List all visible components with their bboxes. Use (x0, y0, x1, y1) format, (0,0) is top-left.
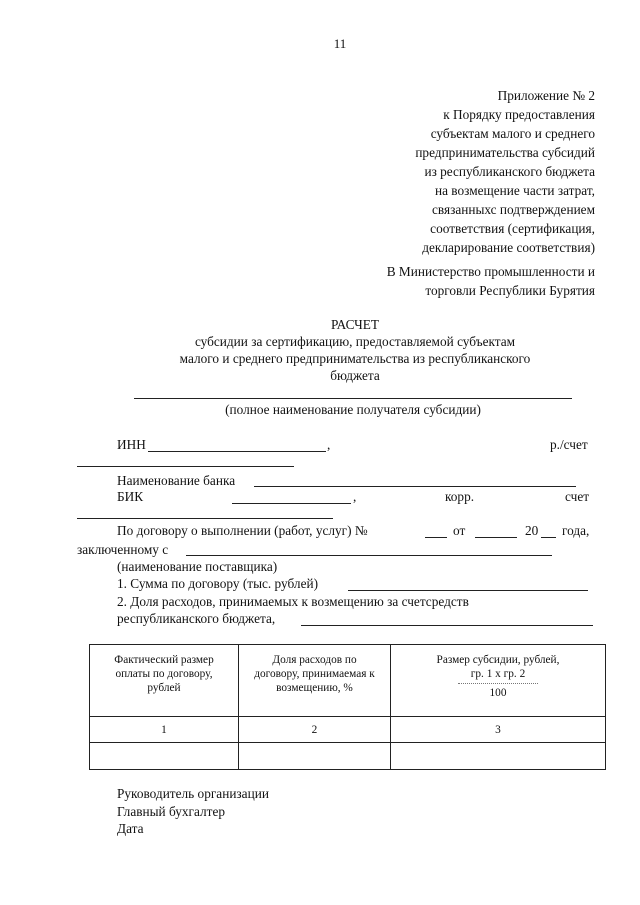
bik-field[interactable] (232, 503, 351, 504)
addressee-line: торговли Республики Бурятия (425, 283, 595, 298)
addressee-line: В Министерство промышленности и (386, 264, 595, 279)
column-number-cell: 3 (391, 717, 606, 743)
appendix-line: субъектам малого и среднего (430, 126, 595, 141)
appendix-line: связанныхс подтверждением (431, 202, 595, 217)
contract-from-label: от (453, 523, 466, 538)
supplier-caption: (наименование поставщика) (117, 559, 278, 574)
subsidy-calculation-table (89, 644, 606, 770)
cost-share-field[interactable] (301, 625, 593, 626)
contract-date-field[interactable] (475, 537, 517, 538)
table-header-cell (391, 645, 606, 717)
appendix-line: предпринимательства субсидий (415, 145, 595, 160)
appendix-line: из республиканского бюджета (424, 164, 595, 179)
contract-intro: По договору о выполнении (работ, услуг) № (117, 523, 368, 538)
title-heading: РАСЧЕТ (330, 317, 380, 332)
fraction-line (458, 683, 538, 684)
fraction-denominator: 100 (489, 687, 507, 699)
header-text: договору, принимаемая к (254, 668, 375, 680)
supplier-field[interactable] (186, 555, 552, 556)
table-cell-empty[interactable] (391, 743, 606, 770)
title-line: субсидии за сертификацию, предоставляемой субъектам (194, 334, 516, 349)
inn-label: ИНН (117, 437, 146, 452)
title-line: бюджета (330, 368, 380, 383)
signature-block (117, 785, 269, 838)
signature-line: Главный бухгалтер (117, 803, 226, 819)
page-number: 11 (333, 36, 347, 51)
inn-comma: , (327, 437, 331, 452)
item-2-label-continued: республиканского бюджета, (117, 611, 276, 626)
corr-account-field[interactable] (77, 518, 333, 519)
contract-year-field[interactable] (541, 537, 556, 538)
contract-year-suffix: года, (562, 523, 590, 538)
addressee-block (295, 262, 595, 300)
account-field[interactable] (77, 466, 294, 467)
appendix-line: соответствия (сертификация, (430, 221, 595, 236)
header-text: Размер субсидии, рублей, (436, 654, 560, 666)
appendix-line: Приложение № 2 (497, 88, 595, 103)
contract-year-prefix: 20 (525, 523, 539, 538)
table-header-row (90, 645, 606, 717)
contract-number-field[interactable] (425, 537, 447, 538)
appendix-line: декларирование соответствия) (422, 240, 595, 255)
contract-sum-field[interactable] (348, 590, 588, 591)
bank-name-field[interactable] (254, 486, 576, 487)
corr-account-label: счет (565, 489, 590, 504)
account-label: р./счет (550, 437, 588, 452)
inn-field[interactable] (148, 451, 326, 452)
bik-comma: , (353, 489, 357, 504)
appendix-line: к Порядку предоставления (443, 107, 595, 122)
header-text: рублей (147, 682, 181, 694)
recipient-name-line[interactable] (134, 398, 572, 399)
header-text: оплаты по договору, (115, 668, 213, 680)
table-cell-empty[interactable] (239, 743, 391, 770)
item-2-label: 2. Доля расходов, принимаемых к возмещению за счетсредств (117, 594, 469, 609)
bik-label: БИК (117, 489, 144, 504)
table-row (90, 743, 606, 770)
recipient-caption: (полное наименование получателя субсидии) (225, 402, 481, 417)
column-number-cell: 1 (90, 717, 239, 743)
header-text: гр. 1 х гр. 2 (470, 668, 526, 680)
table-header-cell (90, 645, 239, 717)
table-header-cell (239, 645, 391, 717)
header-text: возмещению, % (276, 682, 353, 694)
signature-line: Руководитель организации (117, 786, 269, 801)
concluded-with-label: заключенному с (77, 542, 169, 557)
column-number-cell: 2 (239, 717, 391, 743)
signature-line: Дата (117, 821, 144, 836)
appendix-block (295, 86, 595, 257)
corr-label: корр. (445, 489, 475, 504)
header-text: Фактический размер (114, 654, 214, 666)
document-title (100, 316, 610, 384)
bank-label: Наименование банка (117, 473, 236, 488)
table-row (90, 717, 606, 743)
title-line: малого и среднего предпринимательства из республиканского (179, 351, 531, 366)
appendix-line: на возмещение части затрат, (434, 183, 595, 198)
header-text: Доля расходов по (272, 654, 357, 666)
table-cell-empty[interactable] (90, 743, 239, 770)
item-1-label: 1. Сумма по договору (тыс. рублей) (117, 576, 319, 591)
